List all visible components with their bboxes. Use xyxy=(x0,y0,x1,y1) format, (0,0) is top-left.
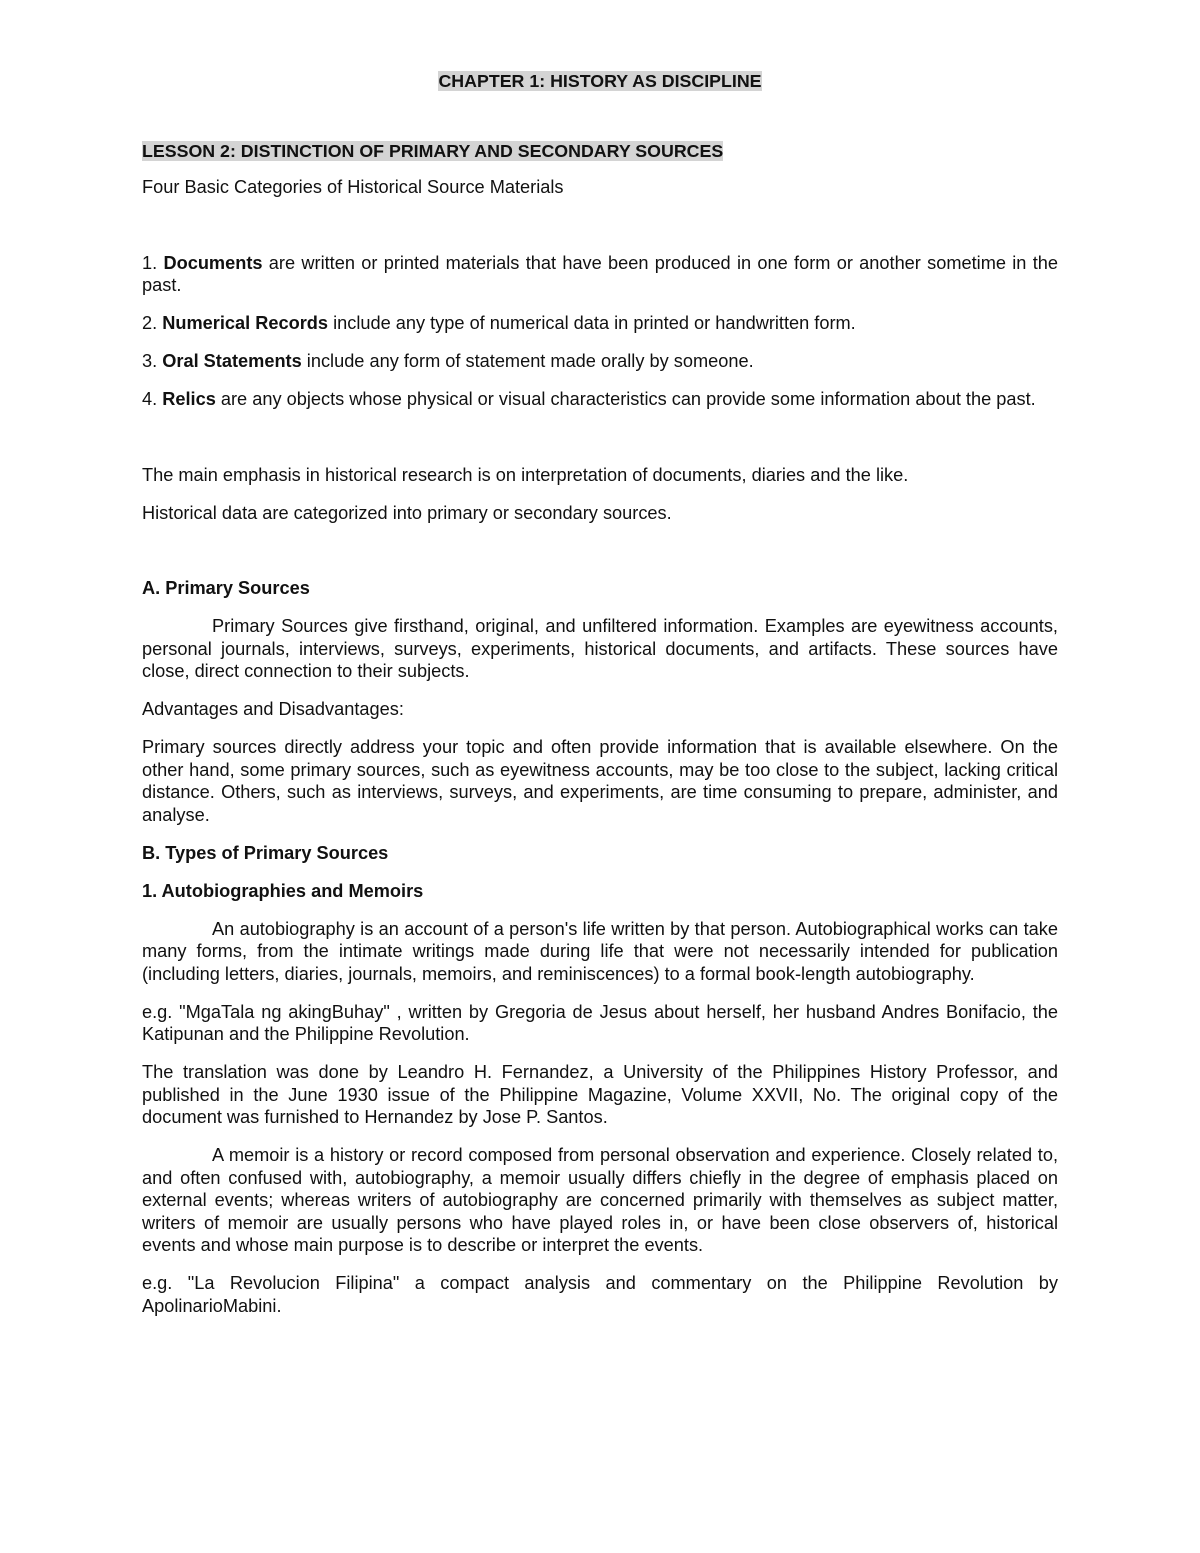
memoir-paragraph: A memoir is a history or record composed from personal observation and experience. Closely related to, and often confused with, autobiography, a memoir usually differs chiefly in the degree of emphasis placed on external events; whereas writers of autobiography are concerned primarily with themselves as subject matter, writers of memoir are usually persons who have played roles in, or have been close observers of, historical events and whose main purpose is to describe or interpret the events. xyxy=(142,1145,1058,1255)
category-number: 3. xyxy=(142,351,163,371)
chapter-title xyxy=(142,70,1058,93)
category-item-oral-statements xyxy=(142,350,1058,373)
autobiography-paragraph: An autobiography is an account of a person's life written by that person. Autobiographical works can take many forms, from the intimate writings made during life that were not necessarily intended for publication (including letters, diaries, journals, memoirs, and reminiscences) to a formal book-length autobiography. xyxy=(142,918,1058,984)
category-term: Oral Statements xyxy=(162,351,302,371)
category-term: Relics xyxy=(162,389,216,409)
emphasis-paragraph: The main emphasis in historical research is on interpretation of documents, diaries and the like. xyxy=(142,464,909,485)
category-number: 4. xyxy=(142,389,163,409)
chapter-title-text: CHAPTER 1: HISTORY AS DISCIPLINE xyxy=(438,71,762,91)
advantages-heading: Advantages and Disadvantages: xyxy=(142,699,404,719)
category-text: include any form of statement made orally by someone. xyxy=(301,351,754,371)
lesson-title-text: LESSON 2: DISTINCTION OF PRIMARY AND SECONDARY SOURCES xyxy=(142,140,724,161)
category-item-numerical-records xyxy=(142,312,1058,335)
category-item-documents xyxy=(142,252,1058,297)
advantages-paragraph: Primary sources directly address your topic and often provide information that is available elsewhere. On the other hand, some primary sources, such as eyewitness accounts, may be too close to the subject, lacking critical distance. Others, such as interviews, surveys, and experiments, are time consuming to prepare, administer, and analyse. xyxy=(142,737,1058,825)
category-number: 1. xyxy=(142,252,158,273)
document-page xyxy=(142,70,1058,1333)
lesson-title xyxy=(142,140,1058,163)
example-paragraph-2: e.g. "La Revolucion Filipina" a compact analysis and commentary on the Philippine Revolution by ApolinarioMabini. xyxy=(142,1273,1058,1316)
category-term: Documents xyxy=(157,252,263,273)
category-term: Numerical Records xyxy=(162,313,329,333)
types-heading: B. Types of Primary Sources xyxy=(142,842,389,863)
translation-paragraph: The translation was done by Leandro H. Fernandez, a University of the Philippines History Professor, and published in the June 1930 issue of the Philippine Magazine, Volume XXVII, No. The original copy of the document was furnished to Hernandez by Jose P. Santos. xyxy=(142,1062,1058,1127)
autobiographies-heading: 1. Autobiographies and Memoirs xyxy=(142,880,424,901)
categorized-paragraph: Historical data are categorized into primary or secondary sources. xyxy=(142,502,672,523)
primary-sources-intro: Primary Sources give firsthand, original, and unfiltered information. Examples are eyewitness accounts, personal journals, interviews, surveys, experiments, historical documents, and artifacts. These sources have close, direct connection to their subjects. xyxy=(142,616,1058,681)
category-item-relics xyxy=(142,388,1058,411)
categories-heading: Four Basic Categories of Historical Source Materials xyxy=(142,177,564,197)
example-paragraph-1: e.g. "MgaTala ng akingBuhay" , written by Gregoria de Jesus about herself, her husband Andres Bonifacio, the Katipunan and the Philippine Revolution. xyxy=(142,1001,1058,1044)
category-text: are any objects whose physical or visual characteristics can provide some information about the past. xyxy=(215,389,1036,409)
primary-sources-heading: A. Primary Sources xyxy=(142,578,310,598)
category-text: are written or printed materials that have been produced in one form or another sometime in the past. xyxy=(142,252,1059,295)
category-number: 2. xyxy=(142,313,163,333)
category-text: include any type of numerical data in printed or handwritten form. xyxy=(328,313,856,333)
